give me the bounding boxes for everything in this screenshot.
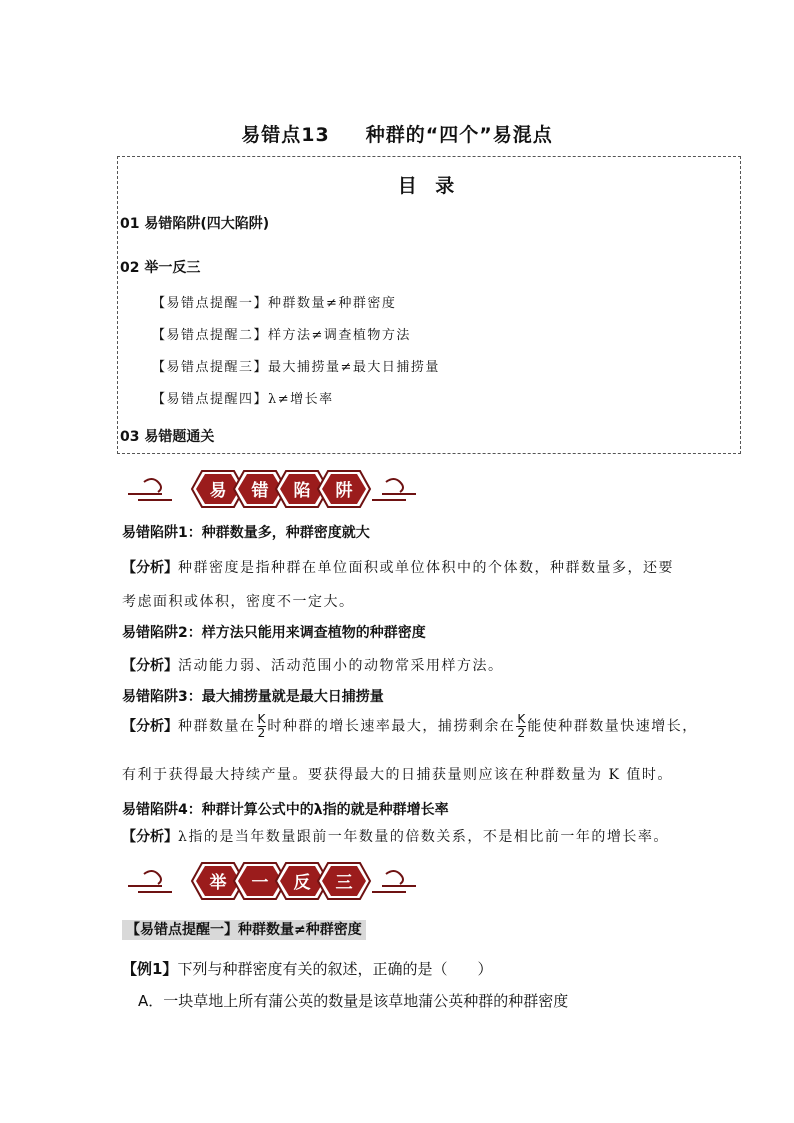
banner-practice [122,858,422,904]
banner-right-ornament [372,871,416,892]
banner2-char-1: 举 [209,873,227,893]
analysis-label: 【分析】 [122,658,178,674]
tip-1-heading [122,919,366,939]
banner1-char-4: 阱 [335,481,353,501]
toc-section-2: 02 举一反三 [120,260,201,276]
fraction-k-over-2: $\frac{K}{2}$ [517,712,526,740]
banner-traps [122,466,422,512]
option-a: A．一块草地上所有蒲公英的数量是该草地蒲公英种群的种群密度 [138,992,569,1010]
trap-3-text-c: 能使种群数量快速增长， [527,718,698,735]
trap-2-title: 易错陷阱2：样方法只能用来调查植物的种群密度 [122,625,426,641]
toc-section-3: 03 易错题通关 [120,429,215,445]
trap-3-text-a: 种群数量在 [178,718,256,735]
trap-3-text-b: 时种群的增长速率最大，捕捞剩余在 [267,718,516,735]
banner2-char-3: 反 [293,873,311,893]
example-label: 【例1】 [122,960,178,978]
example-1 [122,958,492,979]
trap-3-title: 易错陷阱3：最大捕捞量就是最大日捕捞量 [122,689,384,705]
trap-3-text-2: 有利于获得最大持续产量。要获得最大的日捕获量则应该在种群数量为 K 值时。 [122,767,673,783]
toc-tip-1: 【易错点提醒一】种群数量≠种群密度 [152,296,397,311]
analysis-label: 【分析】 [122,829,178,845]
toc-tip-3: 【易错点提醒三】最大捕捞量≠最大日捕捞量 [152,360,440,375]
banner1-char-1: 易 [209,481,227,501]
trap-4-analysis [122,826,669,846]
page-title [0,120,794,147]
trap-4-title: 易错陷阱4：种群计算公式中的λ指的就是种群增长率 [122,802,449,818]
toc-heading: 目 录 [397,175,461,197]
toc-section-1: 01 易错陷阱(四大陷阱) [120,216,270,232]
title-main: 种群的“四个”易混点 [365,124,553,146]
trap-1-analysis [122,557,674,577]
banner-left-ornament [128,871,172,892]
example-question: 下列与种群密度有关的叙述，正确的是（ ） [177,960,493,978]
toc-tip-2: 【易错点提醒二】样方法≠调查植物方法 [152,328,411,343]
trap-1-title: 易错陷阱1：种群数量多，种群密度就大 [122,525,370,541]
banner2-char-2: 一 [251,873,269,893]
banner1-char-2: 错 [251,481,269,501]
trap-2-text-1: 活动能力弱、活动范围小的动物常采用样方法。 [178,658,504,674]
banner-left-ornament [128,479,172,500]
banner-right-ornament [372,479,416,500]
table-of-contents [117,156,741,454]
banner1-char-3: 陷 [293,481,311,501]
trap-2-analysis [122,655,504,675]
analysis-label: 【分析】 [122,718,178,735]
title-prefix: 易错点13 [241,124,330,146]
fraction-k-over-2: $\frac{K}{2}$ [257,712,266,740]
banner2-char-4: 三 [335,873,353,893]
trap-1-text-1: 种群密度是指种群在单位面积或单位体积中的个体数，种群数量多，还要 [178,560,674,576]
tip-1-highlight: 【易错点提醒一】种群数量≠种群密度 [122,920,366,940]
toc-tip-4: 【易错点提醒四】λ≠增长率 [152,392,334,407]
trap-4-text-1: λ指的是当年数量跟前一年数量的倍数关系，不是相比前一年的增长率。 [178,829,669,845]
trap-1-text-2: 考虑面积或体积，密度不一定大。 [122,594,355,610]
analysis-label: 【分析】 [122,560,178,576]
trap-3-analysis [122,713,698,740]
